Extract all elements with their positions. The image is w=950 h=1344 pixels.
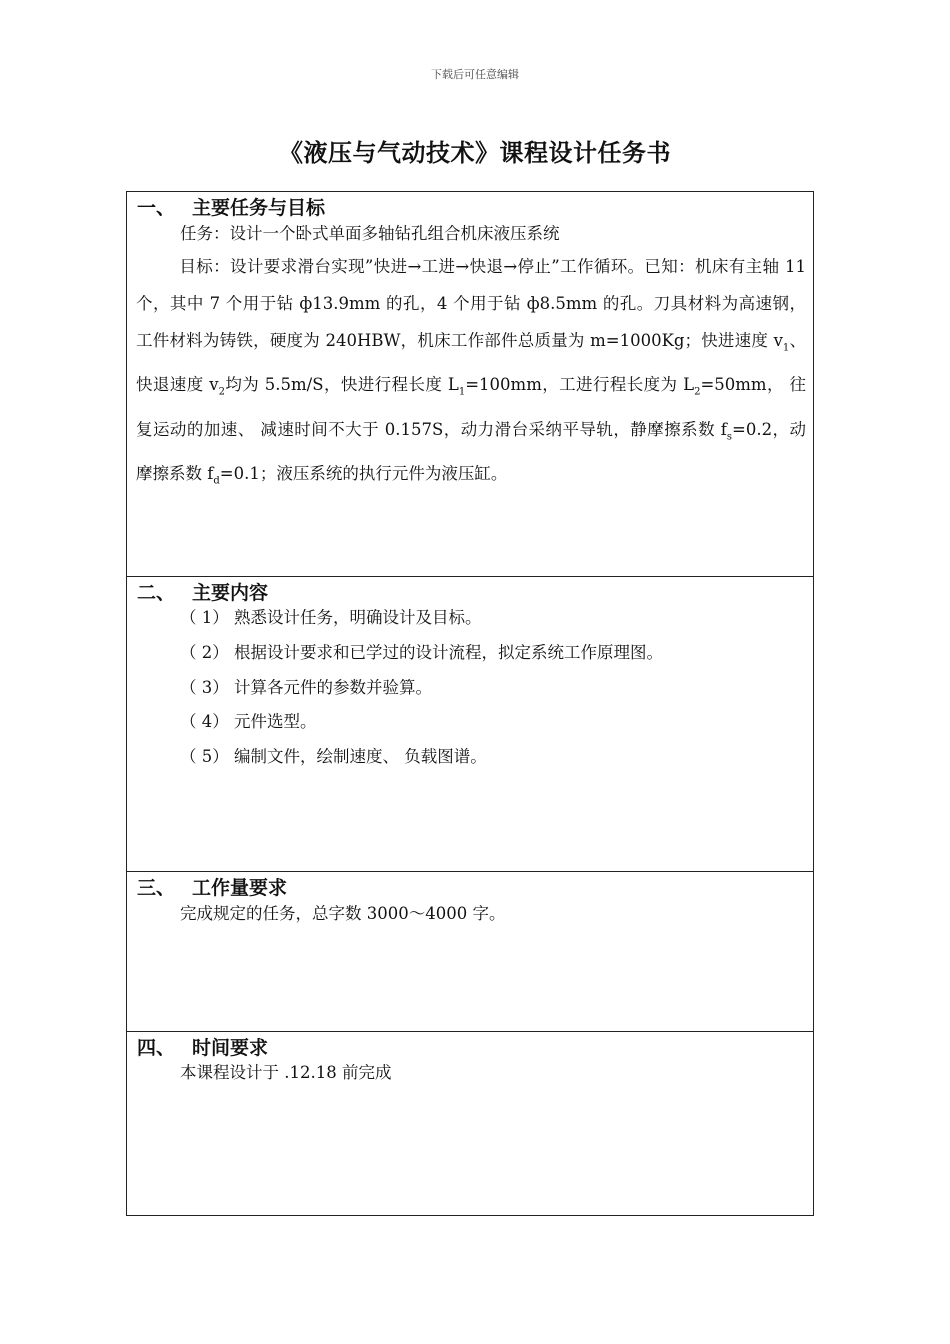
list-item: （ 4） 元件选型。 (180, 712, 317, 731)
section-number: 二、 (137, 582, 176, 604)
list-item: （ 5） 编制文件，绘制速度、 负载图谱。 (180, 747, 487, 766)
section-number: 三、 (137, 877, 176, 899)
section-text: 本课程设计于 .12.18 前完成 (180, 1063, 392, 1082)
list-item: （ 1） 熟悉设计任务，明确设计及目标。 (180, 608, 482, 627)
section-main-content (127, 577, 813, 872)
list-item: （ 2） 根据设计要求和已学过的设计流程，拟定系统工作原理图。 (180, 643, 663, 662)
section-heading (137, 1033, 268, 1060)
section-title: 时间要求 (192, 1037, 269, 1059)
task-table (126, 191, 814, 1216)
section-main-task (127, 192, 813, 577)
section-number: 四、 (137, 1037, 176, 1059)
section-number: 一、 (137, 197, 176, 219)
section-heading (137, 578, 268, 605)
goal-paragraph: 目标：设计要求滑台实现”快进→工进→快退→停止”工作循环。已知：机床有主轴 11 个，其中 7 个用于钻 ф13.9mm 的孔，4 个用于钻 ф8.5mm 的孔。刀具材料为高速钢，工件材料为铸铁，硬度为 240HBW，机床工作部件总质量为 m=1000Kg；快进速度 $v_1$、 快退速度 $v_2$均为 5.5m/S，快进行程长度 $L_1=100mm$，工进行程长度为 $L_2=50mm$， 往复运动的加速、 减速时间不大于 0.157S，动力滑台采纳平导轨，静摩擦系数 $f_s=0.2$，动摩擦系数 $f_d=0.1$；液压系统的执行元件为液压缸。 (136, 257, 807, 487)
section-workload (127, 872, 813, 1032)
section-timeline (127, 1032, 813, 1217)
section-heading (137, 193, 325, 220)
task-line: 任务：设计一个卧式单面多轴钻孔组合机床液压系统 (180, 224, 560, 243)
section-text: 完成规定的任务，总字数 3000～4000 字。 (180, 904, 506, 923)
header-note: 下载后可任意编辑 (431, 68, 519, 81)
section-title: 工作量要求 (192, 877, 288, 899)
document-title: 《液压与气动技术》课程设计任务书 (279, 138, 671, 167)
section-title: 主要内容 (192, 582, 269, 604)
section-title: 主要任务与目标 (192, 197, 326, 219)
list-item: （ 3） 计算各元件的参数并验算。 (180, 678, 432, 697)
section-heading (137, 873, 287, 900)
